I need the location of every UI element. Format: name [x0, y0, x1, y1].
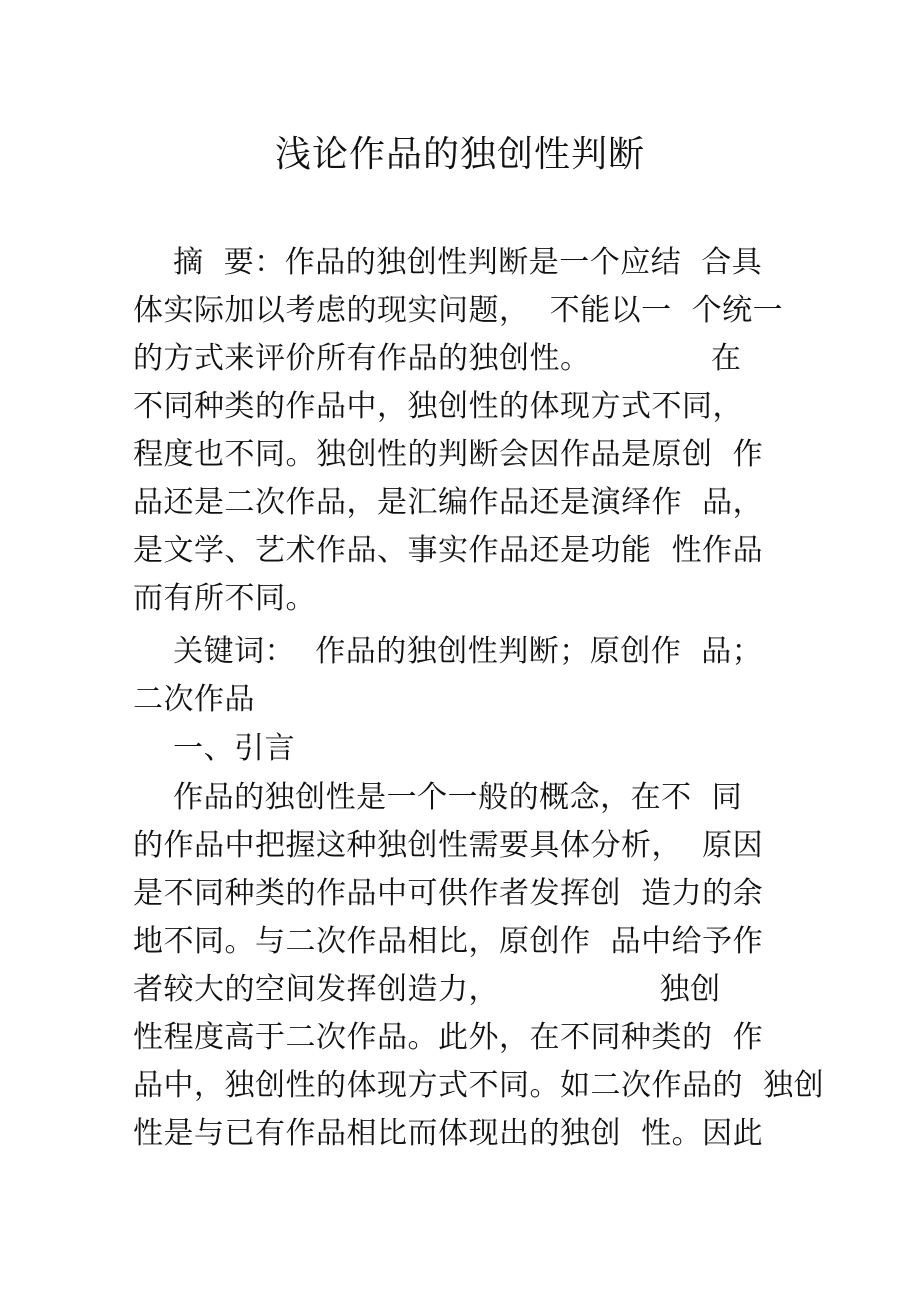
text-line: 是不同种类的作品中可供作者发挥创 造力的余 [133, 876, 764, 911]
text-line: 体实际加以考虑的现实问题， 不能以一 个统一 [133, 293, 784, 328]
text-line: 性是与已有作品相比而体现出的独创 性。因此 [133, 1116, 764, 1151]
text-line: 二次作品 [133, 682, 255, 717]
text-line: 关键词： 作品的独创性判断；原创作 品； [133, 634, 763, 669]
text-line: 作品的独创性是一个一般的概念，在不 同 [133, 780, 743, 815]
section-heading: 一、引言 [133, 731, 296, 766]
text-line: 的作品中把握这种独创性需要具体分析， 原因 [133, 828, 764, 863]
text-line: 不同种类的作品中，独创性的体现方式不同， [133, 389, 743, 424]
text-line: 品中，独创性的体现方式不同。如二次作品的 独创 [133, 1068, 825, 1103]
text-line: 程度也不同。独创性的判断会因作品是原创 作 [133, 437, 764, 472]
text-line: 而有所不同。 [133, 581, 316, 616]
text-line: 地不同。与二次作品相比，原创作 品中给予作 [133, 924, 764, 959]
text-line: 的方式来评价所有作品的独创性。 在 [133, 341, 742, 376]
text-line: 性程度高于二次作品。此外，在不同种类的 作 [133, 1020, 764, 1055]
document-title: 浅论作品的独创性判断 [274, 134, 645, 175]
text-line: 者较大的空间发挥创造力， 独创 [133, 972, 721, 1007]
text-line: 品还是二次作品，是汇编作品还是演绎作 品， [133, 485, 764, 520]
text-line: 是文学、艺术作品、事实作品还是功能 性作品 [133, 533, 764, 568]
text-line: 摘 要：作品的独创性判断是一个应结 合具 [133, 245, 763, 280]
